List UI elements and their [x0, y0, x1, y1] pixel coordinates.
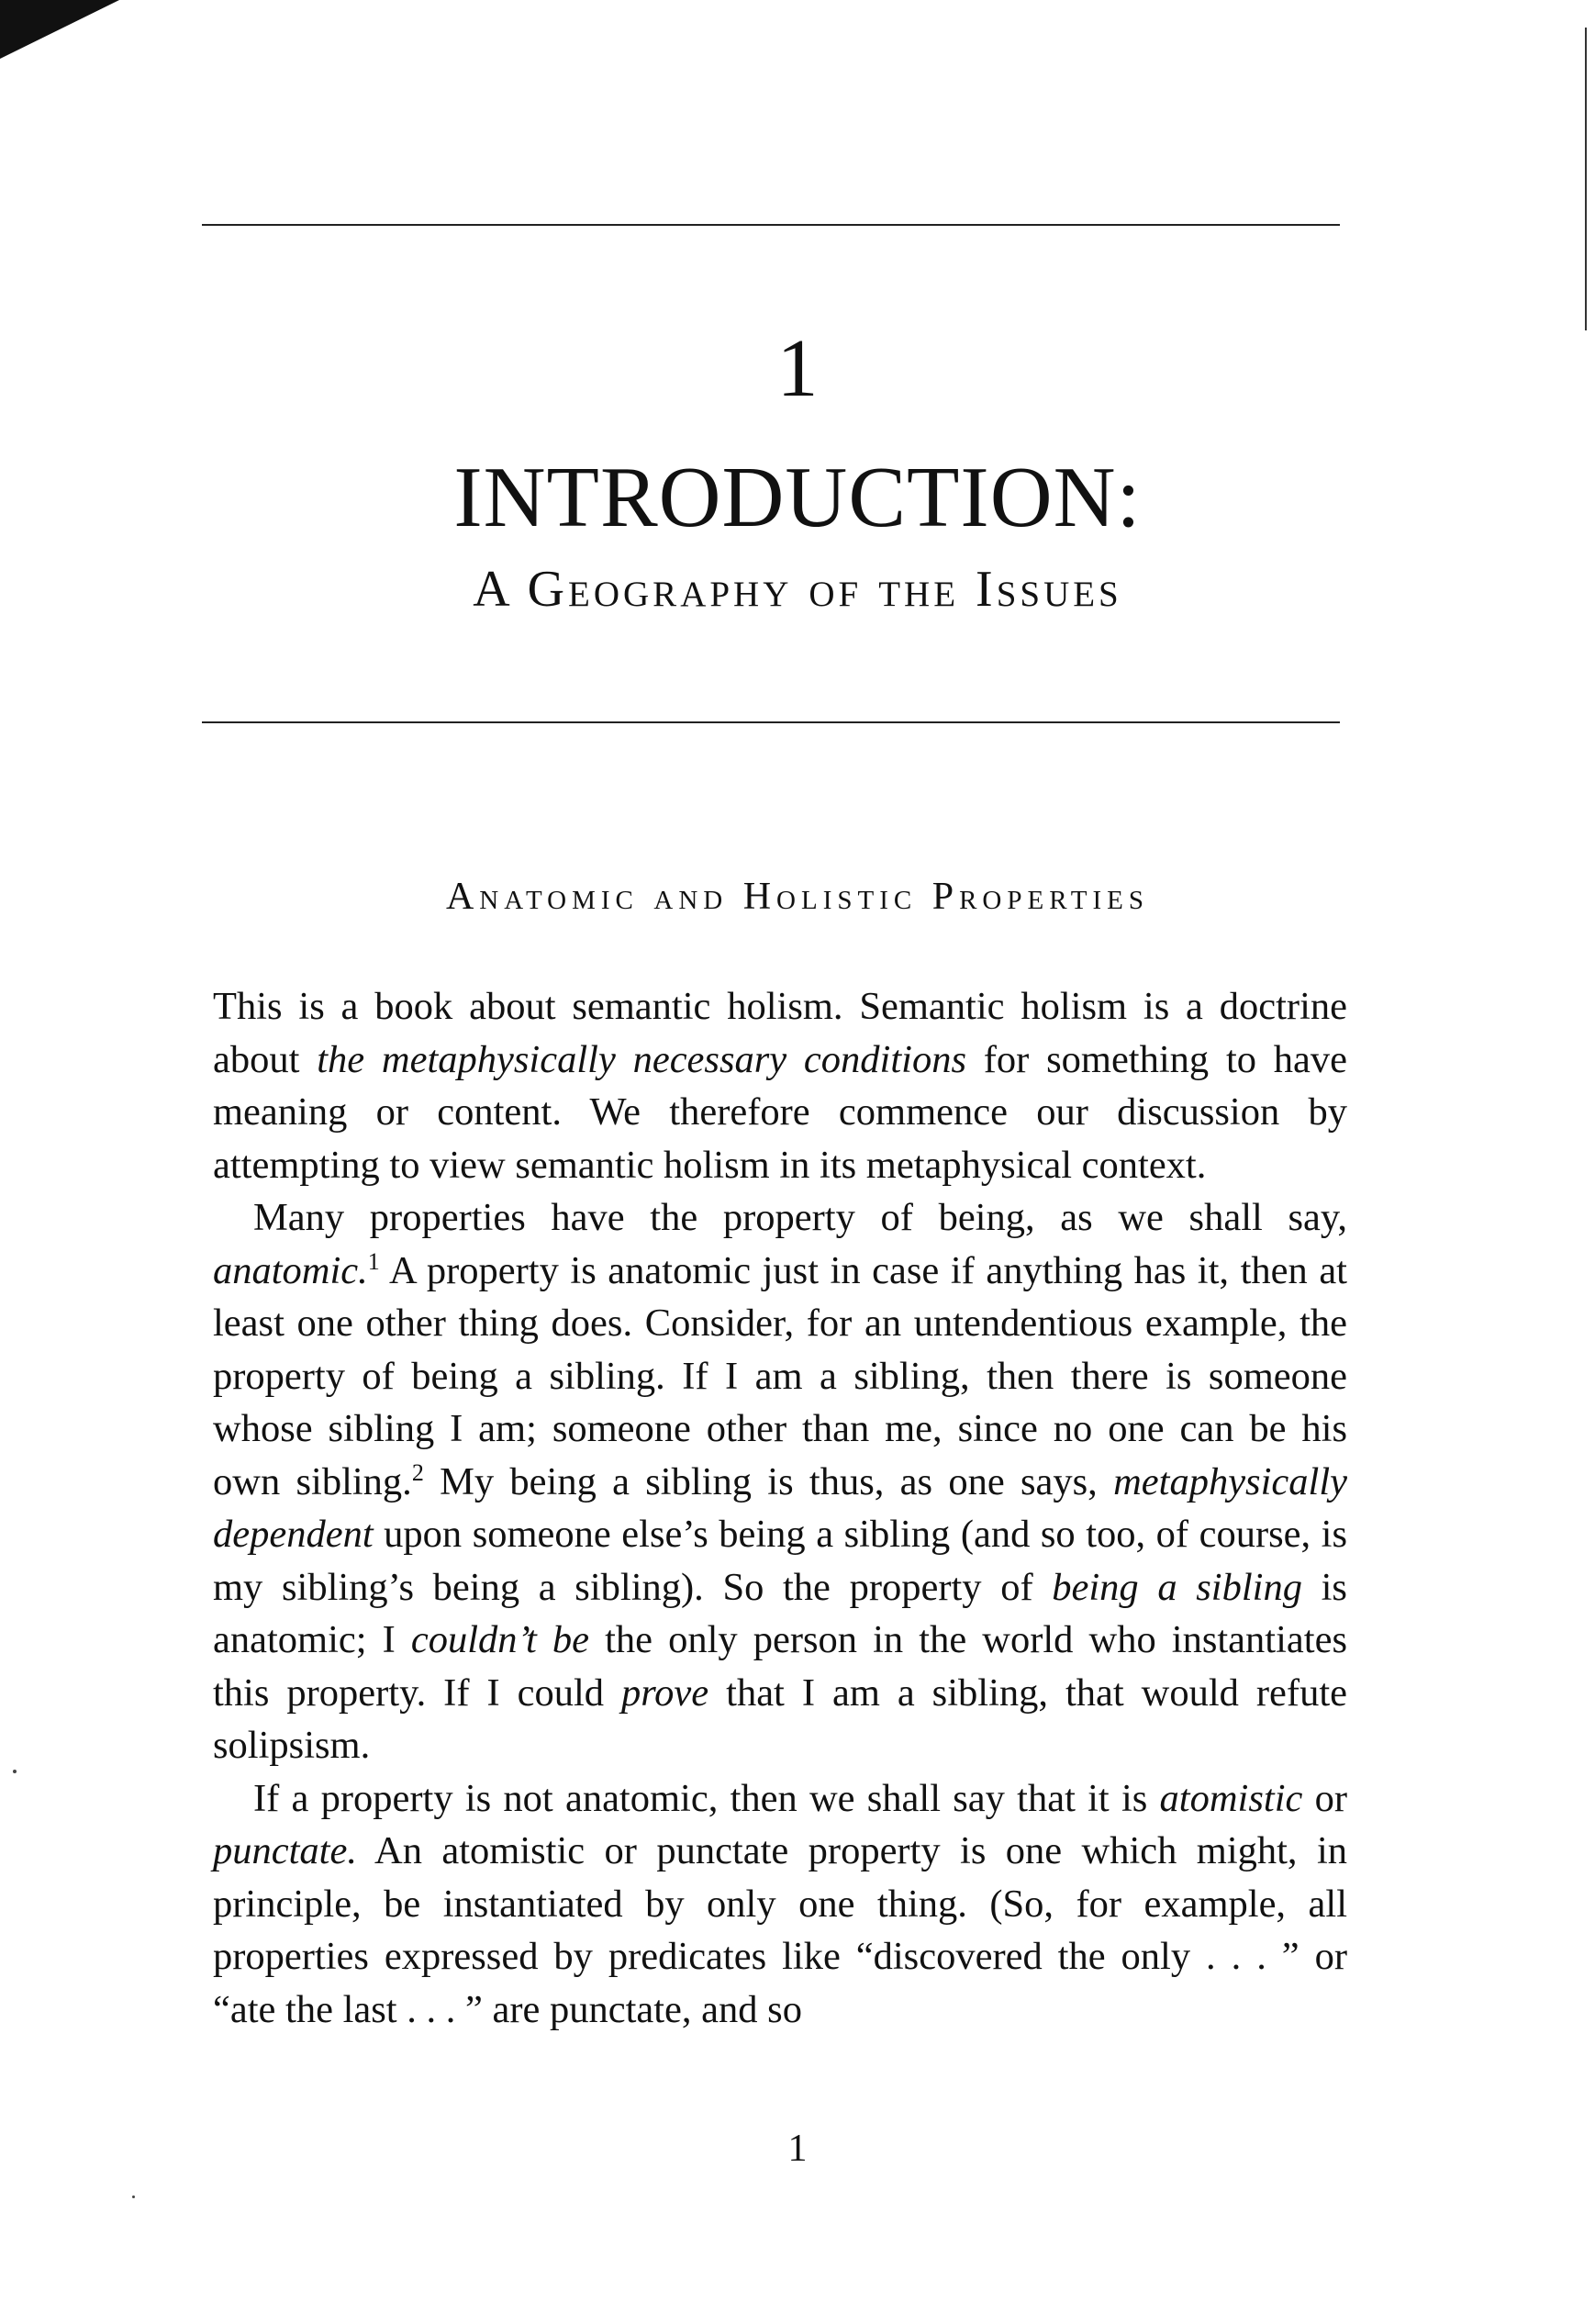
- emphasis: punctate.: [213, 1829, 357, 1872]
- emphasis: anatomic.: [213, 1248, 368, 1292]
- text-run: that I am a sibling, that would refute solipsism.: [213, 1670, 1347, 1767]
- footnote-ref: 1: [367, 1247, 380, 1275]
- text-run: This is a book about semantic holism. Semantic holism is a doctrine about: [213, 985, 1347, 1081]
- text-run: If a property is not anatomic, then we shall say that it is: [253, 1776, 1160, 1820]
- text-run: An atomistic or punctate property is one which might, in principle, be instantiated by only one thing. (So, for example, all properties expressed by predicates like “discovered the only . . . ” or “ate the last . . . ” are punctate, and so: [213, 1829, 1347, 2031]
- chapter-title: INTRODUCTION:: [453, 450, 1142, 545]
- top-rule: [202, 224, 1340, 226]
- section-heading: Anatomic and Holistic Properties: [445, 876, 1150, 918]
- emphasis: atomistic: [1159, 1776, 1303, 1820]
- paragraph: [213, 1191, 1347, 1772]
- chapter-number: 1: [776, 323, 819, 414]
- scan-speck: [132, 2196, 135, 2198]
- footnote-ref: 2: [411, 1458, 424, 1486]
- emphasis: the metaphysically necessary conditions: [317, 1037, 966, 1081]
- bottom-rule: [202, 721, 1340, 723]
- text-run: is anatomic; I: [213, 1565, 1347, 1661]
- emphasis: couldn’t be: [410, 1618, 590, 1661]
- text-run: A property is anatomic just in case if anything has it, then at least one other thing does. Consider, for an untendentious example, the property of being a sibling. If I am a sibling, then there is someone whose sibling I am; someone other than me, since no one can be his own sibling.: [213, 1248, 1347, 1503]
- paragraph: [213, 1772, 1347, 2037]
- text-run: the only person in the world who instantiates this property. If I could: [213, 1618, 1347, 1715]
- text-run: for something to have meaning or content. We therefore commence our discussion by attempting to view semantic holism in its metaphysical context.: [213, 1037, 1347, 1187]
- text-run: Many properties have the property of being, as we shall say,: [253, 1196, 1347, 1239]
- scan-edge-line: [1585, 28, 1587, 330]
- scan-corner-mark: [0, 0, 119, 59]
- scan-speck: [13, 1770, 17, 1773]
- emphasis: being a sibling: [1052, 1565, 1302, 1609]
- emphasis: metaphysically dependent: [213, 1459, 1347, 1556]
- text-run: or: [1302, 1776, 1348, 1820]
- body-text: [213, 980, 1347, 2036]
- paragraph: [213, 980, 1347, 1191]
- text-run: upon someone else’s being a sibling (and so too, of course, is my sibling’s being a sibling). So the property of: [213, 1513, 1347, 1609]
- text-run: My being a sibling is thus, as one says,: [423, 1459, 1114, 1503]
- emphasis: prove: [620, 1670, 709, 1715]
- page-number: 1: [787, 2128, 808, 2170]
- chapter-subtitle: A Geography of the Issues: [473, 561, 1122, 618]
